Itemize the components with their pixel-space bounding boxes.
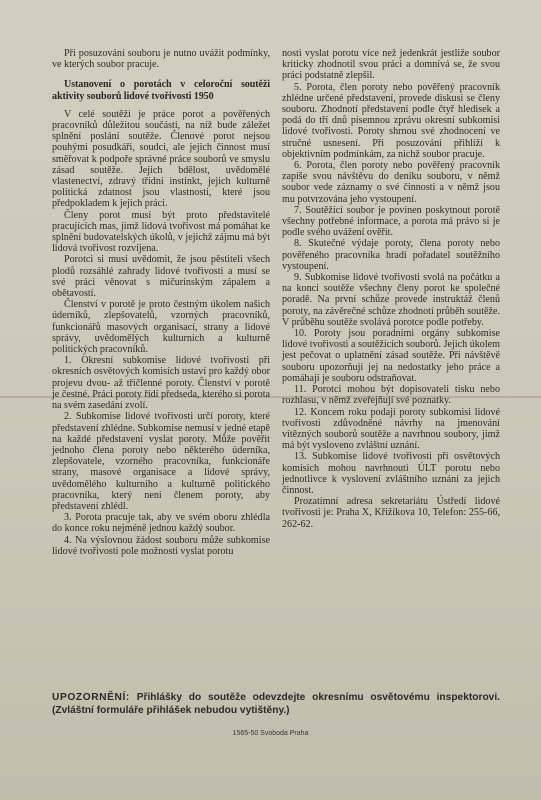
- numbered-paragraph-5: 5. Porota, člen poroty nebo pověřený pracovník zhlédne určené představení, provede diskusi se členy souboru. Zhodnotí představení podle čtyř hledisek a podá do tří dnů písemnou zprávu okresní subkomisi lidové tvořivosti. Poroty shrnou své zhodnocení ve stručné usnesení. Při posuzování přihlíží k objektivním podmínkám, za nichž soubor pracuje.: [282, 81, 500, 160]
- numbered-paragraph-3: 3. Porota pracuje tak, aby ve svém oboru zhlédla do konce roku nejméně jednou každý soubor.: [52, 512, 270, 535]
- address-paragraph: Prozatímní adresa sekretariátu Ústředí lidové tvořivosti je: Praha X, Křižíkova 10, Telefon: 255-66, 262-62.: [282, 496, 500, 530]
- numbered-paragraph-7: 7. Soutěžící soubor je povinen poskytnout porotě všechny potřebné informace, a porota má právo si je podle svého uvážení ověřit.: [282, 204, 500, 239]
- numbered-paragraph-2: 2. Subkomise lidové tvořivosti určí poroty, které představení zhlédne. Subkomise nemusí v jedné etapě na každé představení vyslat poroty. Může pověřit jednoho člena poroty nebo některého úderníka, zlepšovatele, vzorného pracovníka, funkcionáře strany, masové organisace a lidové správy, uvědomělého kulturního a kulturně politického pracovníka, který není členem poroty, aby představení zhlédl.: [52, 411, 270, 512]
- printer-mark: 1565-50 Svoboda Praha: [232, 730, 309, 737]
- paragraph: Porotci si musí uvědomit, že jsou pěstiteli všech plodů rozsáhlé zahrady lidové tvořivosti a musí se své práci věnovat s mičurinským zápalem a obětavostí.: [52, 254, 270, 300]
- continuation-paragraph: nosti vyslat porotu více než jedenkrát jestliže soubor kriticky zhodnotil svou práci a domnívá se, že svou práci podstatně zlepšil.: [282, 48, 500, 82]
- numbered-paragraph-9: 9. Subkomise lidové tvořivosti svolá na počátku a na konci soutěže všechny členy porot ke společné poradě. Na první schůze provede instruktáž členů poroty, na závěrečné schůze zhodnotí průběh soutěže. V průběhu soutěže svolává porotce podle potřeby.: [282, 272, 500, 328]
- paragraph: Členství v porotě je proto čestným úkolem našich úderníků, zlepšovatelů, vzorných pracovníků, funkcionářů masových organisací, strany a lidové správy, uvědomělých kulturních a kulturně politických pracovníků.: [52, 299, 270, 356]
- numbered-paragraph-1: 1. Okresní subkomise lidové tvořivosti při okresních osvětových komisích ustaví pro každý obor projevu dvou- až tříčlenné poroty. Členství v porotě je čestné. Práci poroty řídí předseda, kterého si porota na svém zasedání zvolí.: [52, 355, 270, 412]
- intro-paragraph: Při posuzování souboru je nutno uvážit podmínky, ve kterých soubor pracuje.: [52, 48, 270, 71]
- notice-text: Přihlášky do soutěže odevzdejte okresnímu osvětovému inspektorovi. (Zvláštní formuláře přihlášek nebudou vytištěny.): [52, 692, 500, 716]
- left-column: [52, 48, 270, 557]
- notice-block: [52, 692, 500, 717]
- numbered-paragraph-13: 13. Subkomise lidové tvořivosti při osvětových komisích mohou navrhnouti ÚLT porotu nebo jednotlivce k vyslovení zvláštního uznání za jejich činnost.: [282, 451, 500, 496]
- numbered-paragraph-11: 11. Porotci mohou být dopisovateli tisku nebo rozhlasu, v němž zveřejňují své poznatky.: [282, 384, 500, 407]
- paragraph: Členy porot musí být proto představitelé pracujících mas, jimž lidová tvořivost má pomáhat ke splnění budovatelských úkolů, v jejichž zájmu má být lidová tvořivost rozvíjena.: [52, 209, 270, 255]
- right-column: [282, 48, 500, 530]
- numbered-paragraph-10: 10. Poroty jsou poradními orgány subkomise lidové tvořivosti a soutěžících souborů. Jejich úkolem jest pečovat o uplatnění zásad soutěže. Při návštěvě souboru upozorňují jej na nedostatky jeho práce a pomáhají je souboru odstraňovat.: [282, 328, 500, 384]
- paragraph: V celé soutěži je práce porot a pověřených pracovníků důležitou součástí, na níž bude záležet splnění poslání soutěže. Členové porot nejsou pouhými posudkáři, soudci, ale jejich činnost musí směřovat k podpoře správné práce souborů ve smyslu zásad soutěže. Jejich bdělost, uvědomělé vlastenectví, zdravý třídní instinkt, jejich kulturně politická zdatnost jsou vlastnosti, které jsou předpokladem k jejich práci.: [52, 108, 270, 210]
- numbered-paragraph-8: 8. Skutečné výdaje poroty, člena poroty nebo pověřeného pracovníka hradí pořadatel soutěžního vystoupení.: [282, 238, 500, 272]
- numbered-paragraph-12: 12. Koncem roku podají poroty subkomisi lidové tvořivosti zdůvodněné návrhy na jmenování vítězných souborů soutěže a navrhnou soubory, jimž má být vysloveno zvláštní uznání.: [282, 406, 500, 452]
- notice-label: UPOZORNĚNÍ:: [52, 692, 130, 703]
- numbered-paragraph-6: 6. Porota, člen poroty nebo pověřený pracovník zapíše svou návštěvu do deníku souboru, v němž soubor vede záznamy o své činnosti a v němž jsou mu potvrzována jeho vystoupení.: [282, 160, 500, 205]
- section-heading: Ustanovení o porotách v celoroční soutěži aktivity souborů lidové tvořivosti 1950: [52, 79, 270, 102]
- numbered-paragraph-4: 4. Na výslovnou žádost souboru může subkomise lidové tvořivosti pole možnosti vyslat porotu: [52, 534, 270, 557]
